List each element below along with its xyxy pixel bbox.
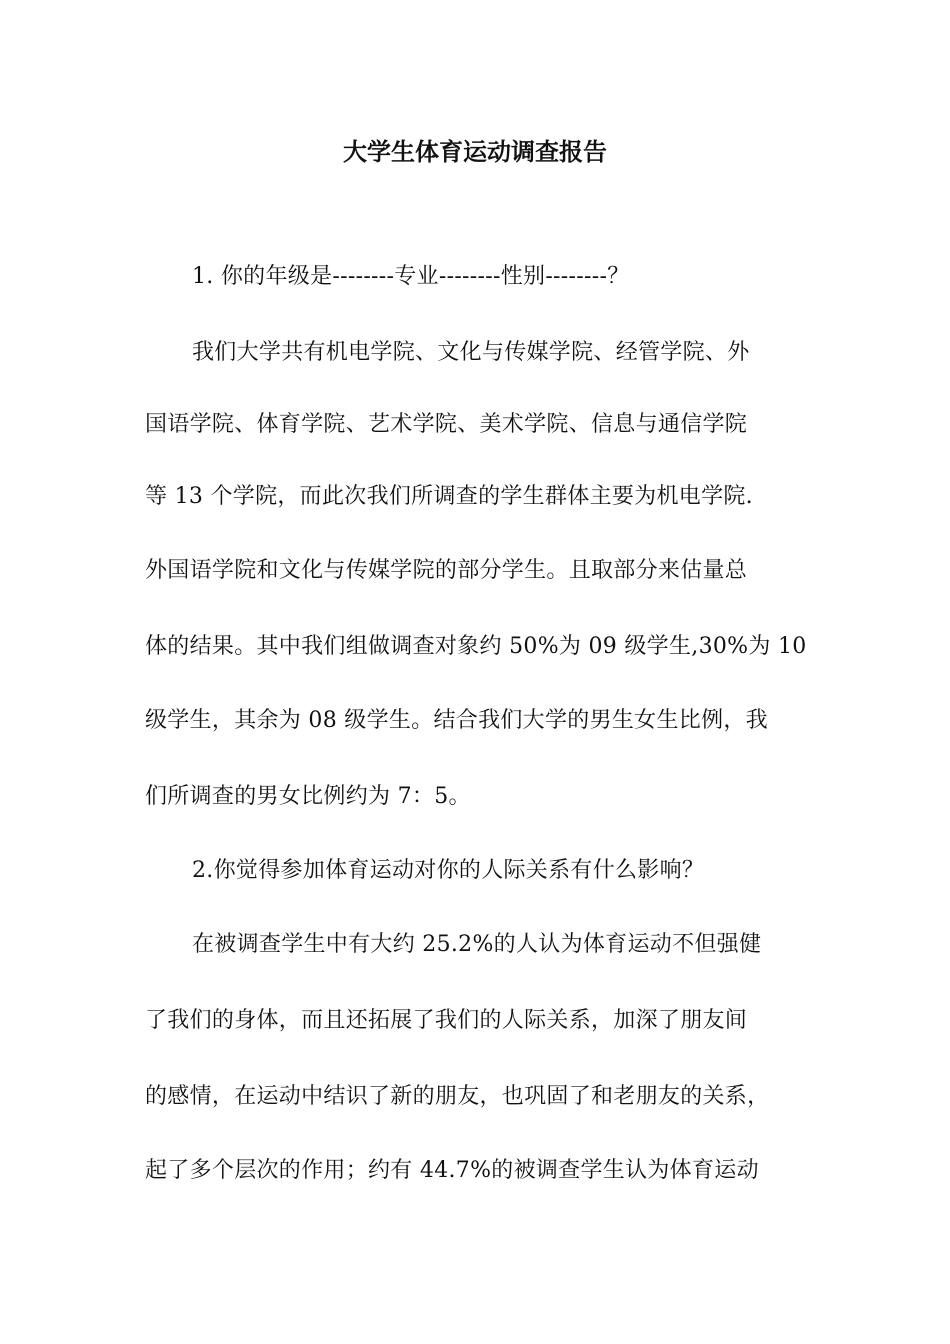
paragraph-line: 外国语学院和文化与传媒学院的部分学生。且取部分来估量总 xyxy=(145,558,748,583)
paragraph-line: 的感情，在运动中结识了新的朋友，也巩固了和老朋友的关系， xyxy=(145,1084,770,1109)
paragraph-line: 们所调查的男女比例约为 7：5。 xyxy=(145,784,471,809)
question-2-line: 2.你觉得参加体育运动对你的人际关系有什么影响？ xyxy=(192,858,705,883)
paragraph-line: 在被调查学生中有大约 25.2%的人认为体育运动不但强健 xyxy=(192,932,762,957)
paragraph-line: 级学生，其余为 08 级学生。结合我们大学的男生女生比例，我 xyxy=(145,708,768,733)
paragraph-line: 起了多个层次的作用；约有 44.7%的被调查学生认为体育运动 xyxy=(145,1158,759,1183)
paragraph-line: 我们大学共有机电学院、文化与传媒学院、经管学院、外 xyxy=(192,340,750,365)
document-title: 大学生体育运动调查报告 xyxy=(343,138,607,166)
paragraph-line: 等 13 个学院，而此次我们所调查的学生群体主要为机电学院. xyxy=(145,484,753,509)
question-1-line: 1. 你的年级是--------专业--------性别--------？ xyxy=(192,264,630,289)
paragraph-line: 国语学院、体育学院、艺术学院、美术学院、信息与通信学院 xyxy=(145,412,748,437)
paragraph-line: 了我们的身体，而且还拓展了我们的人际关系，加深了朋友间 xyxy=(145,1008,748,1033)
paragraph-line: 体的结果。其中我们组做调查对象约 50%为 09 级学生,30%为 10 xyxy=(145,634,807,659)
